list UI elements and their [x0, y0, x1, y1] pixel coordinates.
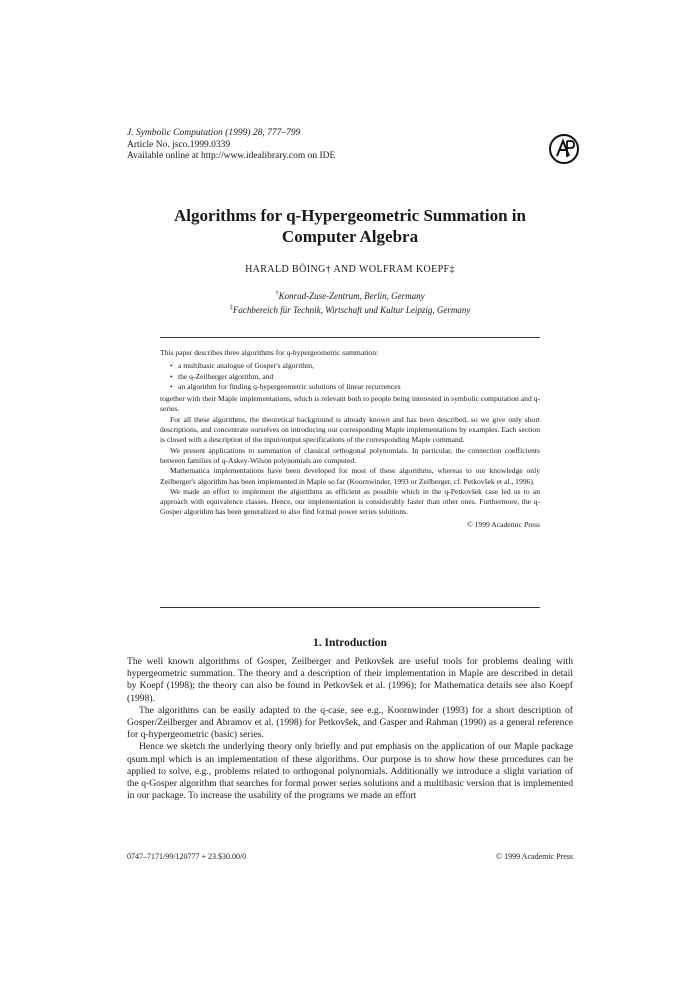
abstract-paragraph-4: Mathematica implementations have been developed for most of these algorithms, whereas to our knowledge only Zeilberger's algorithm has been implemented in Maple so far (Koornwinder, 1993 or Zeilberger, cf. Petkovšek et al., 1996).: [160, 466, 540, 486]
paper-title: [100, 205, 600, 247]
abstract-list-item: • a multibasic analogue of Gosper's algorithm,: [170, 361, 540, 371]
intro-paragraph-2: The algorithms can be easily adapted to the q-case, see e.g., Koornwinder (1993) for a short description of Gosper/Zeilberger and Abramov et al. (1998) for Petkovšek, and Gasper and Rahman (1990) as a general reference for q-hypergeometric (basic) series.: [127, 704, 573, 741]
article-number: Article No. jsco.1999.0339: [127, 139, 231, 150]
journal-citation: J. Symbolic Computation (1999) 28, 777–799: [127, 128, 301, 138]
abstract-bottom-rule: [160, 607, 540, 608]
affiliation-1: [100, 288, 600, 302]
affiliation-2-mark: ‡: [229, 304, 233, 311]
journal-header: [127, 128, 507, 163]
affiliation-2: [100, 302, 600, 316]
title-line-2: Computer Algebra: [281, 227, 419, 246]
abstract-top-rule: [160, 337, 540, 338]
title-line-1: Algorithms for q-Hypergeometric Summation in: [174, 206, 526, 225]
affiliation-1-text: Konrad-Zuse-Zentrum, Berlin, Germany: [278, 291, 425, 301]
section-heading: 1. Introduction: [313, 637, 387, 649]
abstract-paragraph-1: together with their Maple implementations, which is relevant both to people being interested in symbolic computation and q-series.: [160, 394, 540, 414]
abstract-intro: This paper describes three algorithms for q-hypergeometric summation:: [160, 348, 379, 357]
abstract-paragraph-2: For all these algorithms, the theoretical background is already known and has been described, so we give only short descriptions, and concentrate ourselves on introducing our corresponding Maple implementations by examples. Each section is closed with a description of the input/output specifications of the corresponding Maple command.: [160, 414, 540, 445]
affiliation-2-text: Fachbereich für Technik, Wirtschaft und Kultur Leipzig, Germany: [232, 305, 471, 315]
abstract-list-item: • the q-Zeilberger algorithm, and: [170, 372, 540, 382]
abstract-paragraph-3: We present applications to summation of classical orthogonal polynomials. In particular, the connection coefficients between families of q-Askey-Wilson polynomials are computed.: [160, 445, 540, 465]
authors: HARALD BÖING† AND WOLFRAM KOEPF‡: [245, 264, 455, 275]
abstract-paragraph-5: We made an effort to implement the algorithms as efficient as possible which in the q-Petkovšek case led us to an approach with equivalence classes. Hence, our implementation is considerably faster than other ones. Furthermore, the q-Gosper algorithm has been generalized to also find formal power series solutions.: [160, 486, 540, 517]
introduction-body: [127, 656, 573, 802]
abstract: [160, 348, 540, 530]
affiliation-1-mark: †: [275, 290, 279, 297]
affiliations: [100, 288, 600, 316]
abstract-algorithm-list: [160, 361, 540, 392]
abstract-copyright: © 1999 Academic Press: [466, 519, 540, 529]
intro-paragraph-1: The well known algorithms of Gosper, Zeilberger and Petkovšek are useful tools for problems dealing with hypergeometric summation. The theory and a description of their implementation in Maple are described in detail by Koepf (1998); the theory can also be found in Petkovšek et al. (1996); for Mathematica details see also Koepf (1998).: [127, 656, 573, 704]
online-availability: Available online at http://www.idealibrary.com on IDE: [127, 151, 336, 161]
footer-issn: 0747–7171/99/120777 + 23 $30.00/0: [127, 852, 247, 861]
intro-paragraph-3: Hence we sketch the underlying theory only briefly and put emphasis on the application of our Maple package qsum.mpl which is an implementation of these algorithms. Our purpose is to show how these procedures can be applied to solve, e.g., problems related to orthogonal polynomials. Additionally we introduce a slight variation of the q-Gosper algorithm that searches for formal power series solutions and a multibasic version that is implemented in our package. To increase the usability of the programs we made an effort: [127, 741, 573, 802]
footer-copyright: © 1999 Academic Press: [496, 852, 573, 861]
publisher-logo-icon: [548, 133, 580, 165]
abstract-list-item: • an algorithm for finding q-hypergeometric solutions of linear recurrences: [170, 382, 540, 392]
